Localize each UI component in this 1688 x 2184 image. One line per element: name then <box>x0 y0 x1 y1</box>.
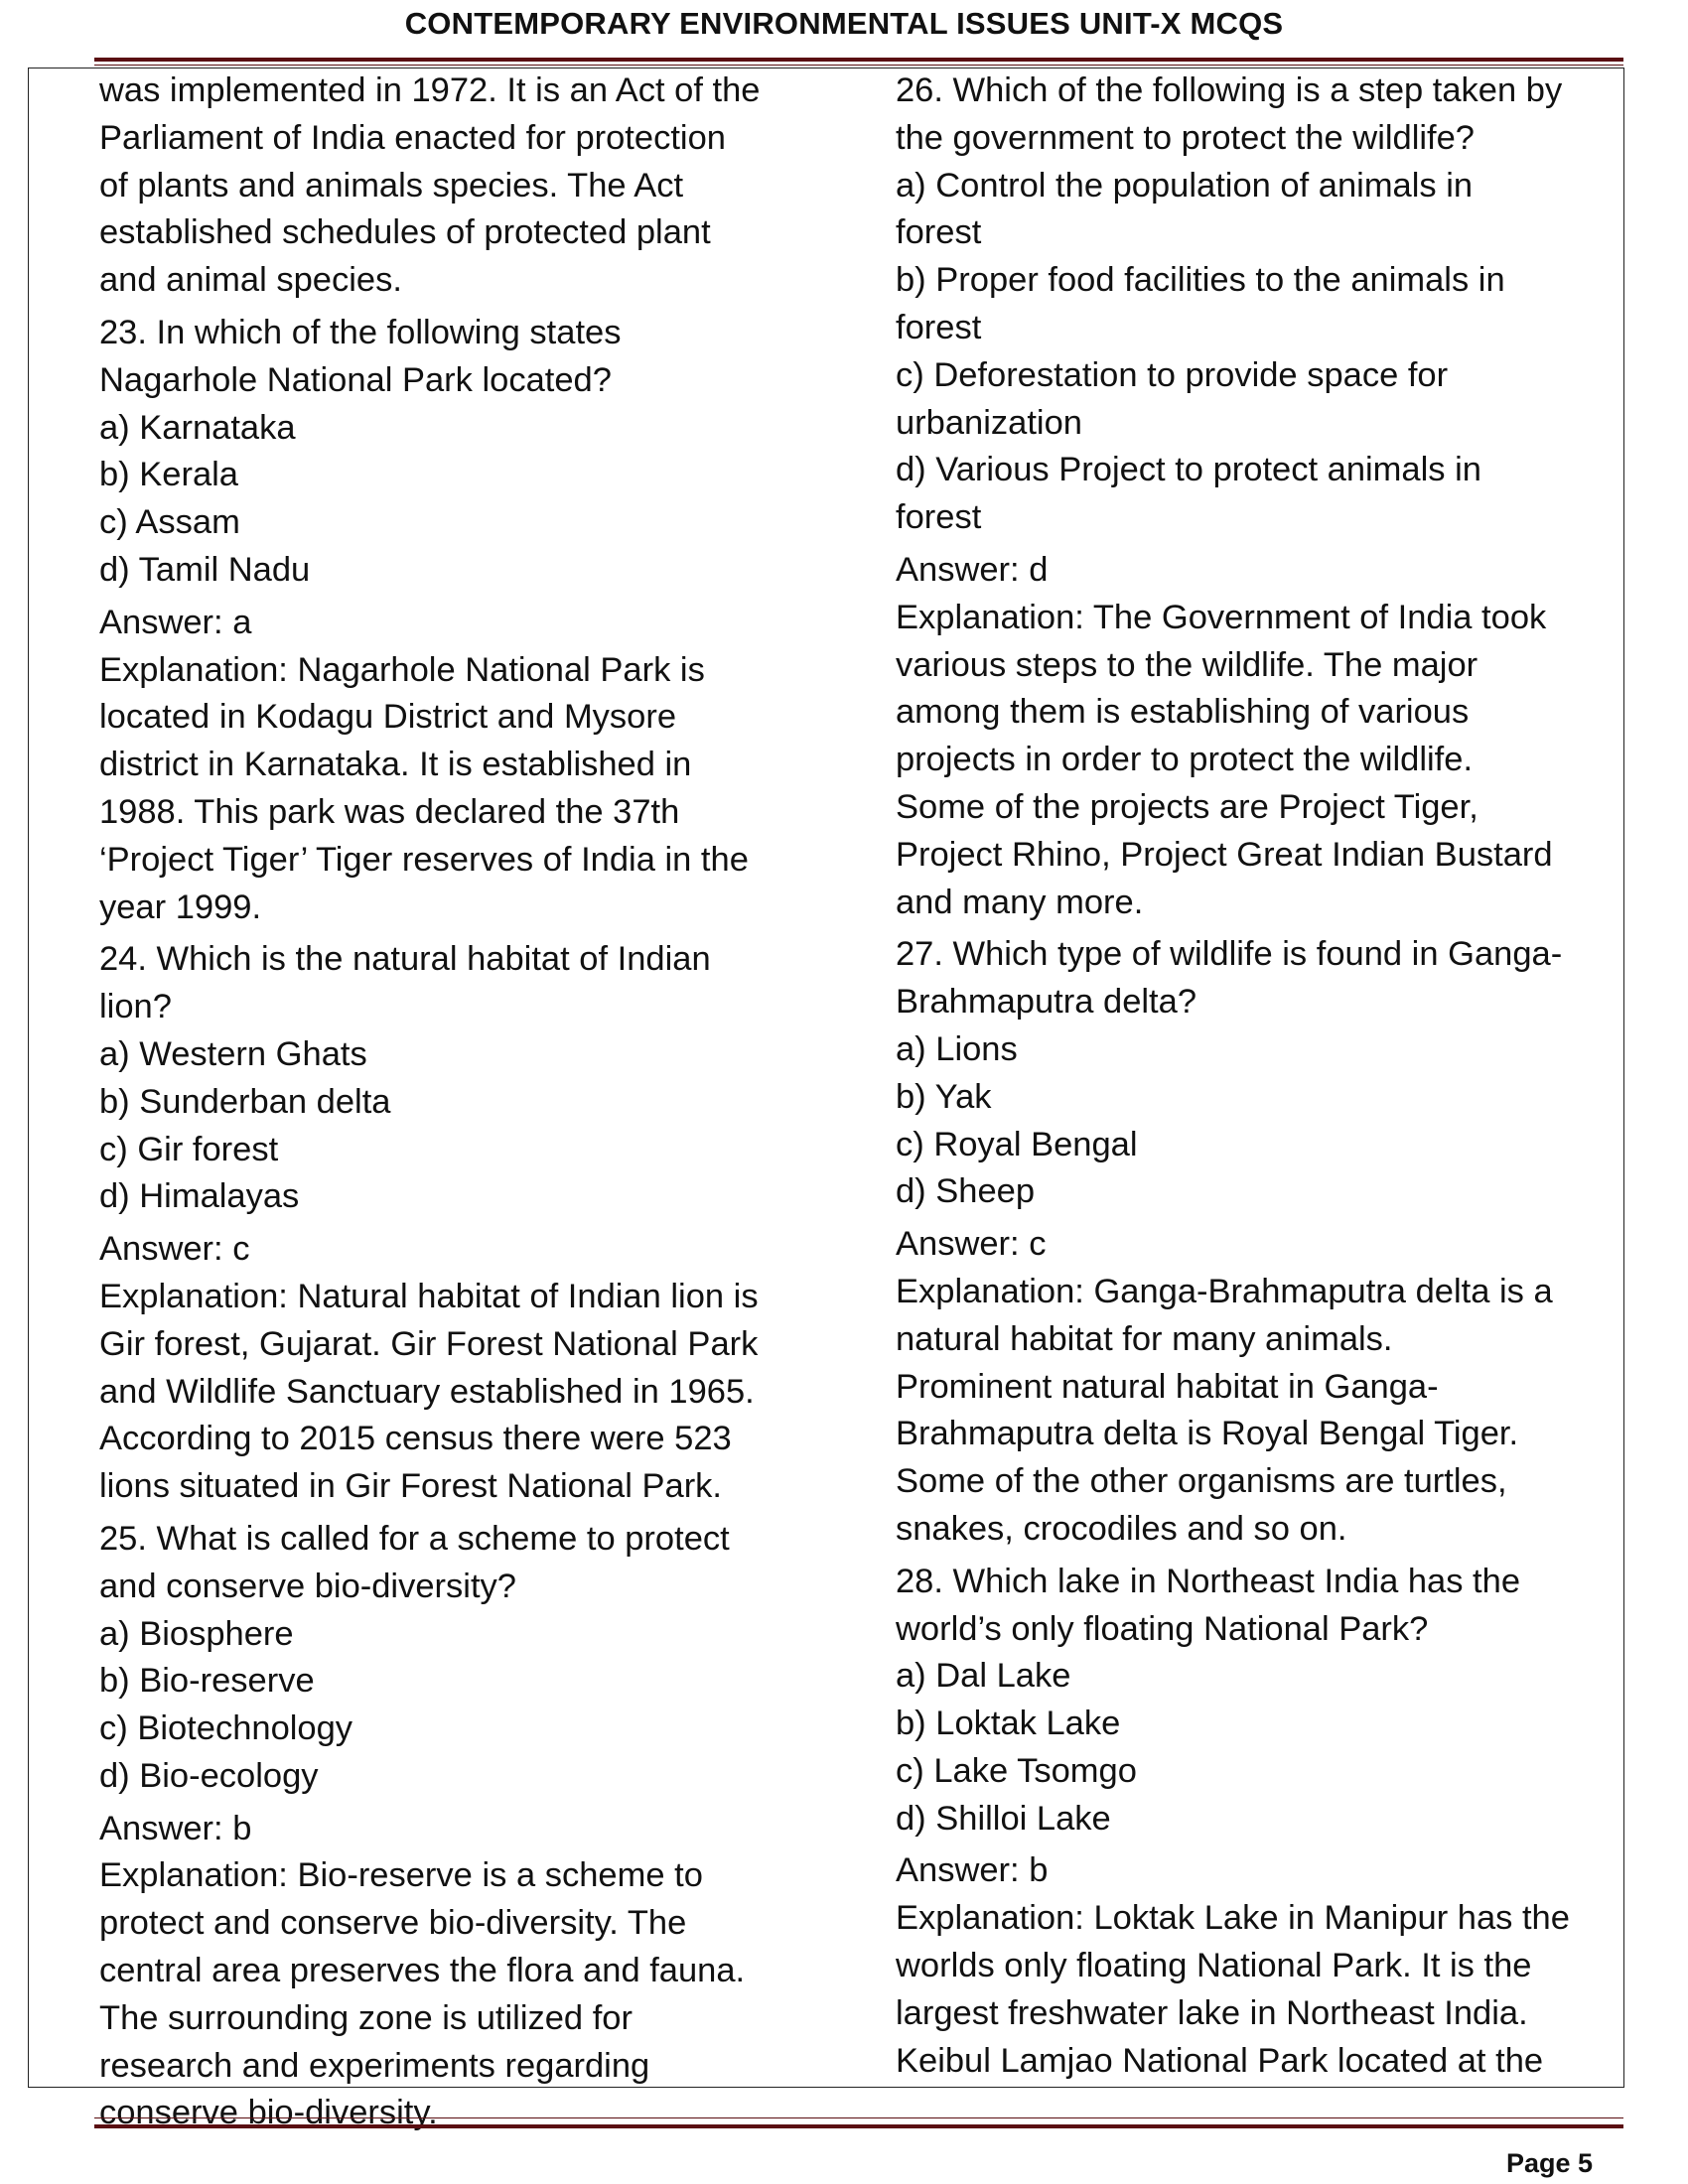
text-line: and many more. <box>896 883 1144 921</box>
text-line: forest <box>896 213 982 252</box>
option-b: b) Sunderban delta <box>99 1082 391 1121</box>
option-b: b) Loktak Lake <box>896 1705 1121 1743</box>
text-line: Keibul Lamjao National Park located at the <box>896 2041 1544 2080</box>
answer-24: Answer: c <box>99 1230 250 1269</box>
text-line: 1988. This park was declared the 37th <box>99 792 680 831</box>
text-line: and conserve bio-diversity? <box>99 1567 516 1605</box>
question-23: 23. In which of the following states <box>99 313 622 351</box>
text-line: largest freshwater lake in Northeast India. <box>896 1993 1528 2032</box>
text-line: The surrounding zone is utilized for <box>99 1998 633 2037</box>
text-line: urbanization <box>896 403 1082 442</box>
question-27: 27. Which type of wildlife is found in Ganga- <box>896 935 1563 974</box>
text-line: Some of the other organisms are turtles, <box>896 1462 1507 1501</box>
footer-rule-thick <box>94 2124 1623 2128</box>
text-line: worlds only floating National Park. It is the <box>896 1947 1532 1985</box>
text-line: Some of the projects are Project Tiger, <box>896 787 1478 826</box>
footer-rule-thin <box>94 2117 1623 2118</box>
option-b: b) Yak <box>896 1077 992 1116</box>
text-line: projects in order to protect the wildlife. <box>896 741 1474 779</box>
option-a: a) Karnataka <box>99 408 296 447</box>
option-c: c) Royal Bengal <box>896 1125 1138 1163</box>
answer-28: Answer: b <box>896 1851 1049 1890</box>
text-line: and Wildlife Sanctuary established in 1965. <box>99 1372 755 1411</box>
option-a: a) Control the population of animals in <box>896 166 1474 205</box>
option-b: b) Proper food facilities to the animals in <box>896 261 1505 300</box>
option-a: a) Western Ghats <box>99 1034 367 1073</box>
option-d: d) Sheep <box>896 1172 1036 1211</box>
option-d: d) Various Project to protect animals in <box>896 451 1481 489</box>
text-line: of plants and animals species. The Act <box>99 166 684 205</box>
header-rule-thick <box>94 58 1623 62</box>
text-line: Brahmaputra delta? <box>896 983 1197 1022</box>
text-line: various steps to the wildlife. The major <box>896 645 1478 684</box>
explanation-25: Explanation: Bio-reserve is a scheme to <box>99 1856 703 1895</box>
text-line: and animal species. <box>99 261 402 300</box>
option-a: a) Biosphere <box>99 1614 294 1653</box>
text-line: protect and conserve bio-diversity. The <box>99 1904 687 1943</box>
question-26: 26. Which of the following is a step taken by <box>896 71 1563 109</box>
option-c: c) Biotechnology <box>99 1709 353 1748</box>
text-line: According to 2015 census there were 523 <box>99 1420 732 1458</box>
option-c: c) Assam <box>99 503 240 542</box>
option-c: c) Deforestation to provide space for <box>896 355 1449 394</box>
text-line: world’s only floating National Park? <box>896 1609 1429 1648</box>
text-line: among them is establishing of various <box>896 693 1470 732</box>
text-line: forest <box>896 498 982 537</box>
explanation-23: Explanation: Nagarhole National Park is <box>99 650 705 689</box>
text-line: snakes, crocodiles and so on. <box>896 1509 1347 1548</box>
answer-25: Answer: b <box>99 1809 252 1847</box>
option-c: c) Lake Tsomgo <box>896 1751 1137 1790</box>
text-line: lions situated in Gir Forest National Park. <box>99 1467 723 1506</box>
text-line: the government to protect the wildlife? <box>896 118 1475 157</box>
option-d: d) Bio-ecology <box>99 1756 319 1795</box>
option-c: c) Gir forest <box>99 1130 279 1168</box>
text-line: Prominent natural habitat in Ganga- <box>896 1367 1439 1406</box>
text-line: district in Karnataka. It is established in <box>99 746 692 784</box>
option-b: b) Bio-reserve <box>99 1662 315 1701</box>
text-line: natural habitat for many animals. <box>896 1319 1393 1358</box>
right-column <box>896 68 1606 2085</box>
question-24: 24. Which is the natural habitat of Indian <box>99 940 711 979</box>
text-line: conserve bio-diversity. <box>99 2094 438 2132</box>
explanation-24: Explanation: Natural habitat of Indian lion is <box>99 1277 759 1315</box>
option-d: d) Shilloi Lake <box>896 1799 1111 1838</box>
page-number: Page 5 <box>1505 2148 1593 2178</box>
text-line: established schedules of protected plant <box>99 213 711 252</box>
text-line: year 1999. <box>99 887 262 926</box>
question-25: 25. What is called for a scheme to protect <box>99 1519 730 1558</box>
text-line: research and experiments regarding <box>99 2046 650 2085</box>
text-line: located in Kodagu District and Mysore <box>99 698 677 737</box>
answer-27: Answer: c <box>896 1225 1047 1264</box>
answer-23: Answer: a <box>99 603 252 641</box>
question-28: 28. Which lake in Northeast India has the <box>896 1562 1521 1600</box>
page-title: CONTEMPORARY ENVIRONMENTAL ISSUES UNIT-X MCQS <box>404 6 1284 41</box>
text-line: Project Rhino, Project Great Indian Bustard <box>896 835 1553 874</box>
text-line: Nagarhole National Park located? <box>99 360 612 399</box>
option-a: a) Lions <box>896 1029 1018 1068</box>
option-d: d) Himalayas <box>99 1177 300 1216</box>
text-line: ‘Project Tiger’ Tiger reserves of India in the <box>99 840 749 879</box>
left-column <box>99 68 834 2137</box>
text-line: Gir forest, Gujarat. Gir Forest National Park <box>99 1324 759 1363</box>
option-d: d) Tamil Nadu <box>99 550 311 589</box>
explanation-26: Explanation: The Government of India took <box>896 598 1547 636</box>
text-line: central area preserves the flora and fauna. <box>99 1952 746 1990</box>
explanation-28: Explanation: Loktak Lake in Manipur has the <box>896 1899 1570 1938</box>
header-rule-thin <box>94 65 1623 66</box>
text-line: forest <box>896 308 982 346</box>
option-b: b) Kerala <box>99 456 238 494</box>
option-a: a) Dal Lake <box>896 1657 1071 1696</box>
text-line: Brahmaputra delta is Royal Bengal Tiger. <box>896 1415 1519 1453</box>
answer-26: Answer: d <box>896 550 1049 589</box>
text-line: Parliament of India enacted for protection <box>99 118 726 157</box>
text-line: was implemented in 1972. It is an Act of the <box>99 71 761 109</box>
text-line: lion? <box>99 988 172 1026</box>
explanation-27: Explanation: Ganga-Brahmaputra delta is a <box>896 1272 1553 1310</box>
